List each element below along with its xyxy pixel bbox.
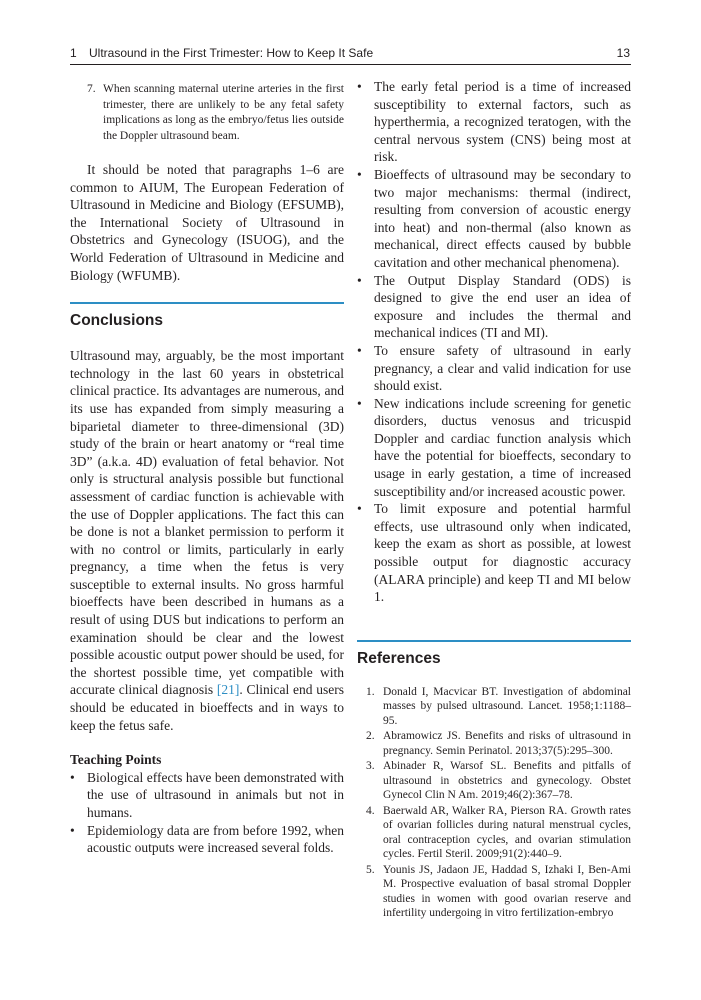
- list-item: [357, 78, 631, 166]
- bullet-icon: •: [70, 769, 75, 785]
- reference-text: Baerwald AR, Walker RA, Pierson RA. Growth rates of ovarian follicles during natural menstrual cycles, oral contraception cycles, and ovarian stimulation cycles. Fertil Steril. 2009;91(2):440–9.: [383, 804, 631, 861]
- conclusions-paragraph: [70, 347, 344, 734]
- list-item-text: The early fetal period is a time of increased susceptibility to external factors, such as hyperthermia, a recognized teratogen, with the central nervous system (CNS) being most at risk.: [374, 79, 631, 165]
- bullet-icon: •: [357, 342, 362, 358]
- key-points-list: [357, 78, 631, 606]
- reference-text: Younis JS, Jadaon JE, Haddad S, Izhaki I, Ben-Ami M. Prospective evaluation of basal stromal Doppler studies in women with good ovarian reserve and infertility undergoing in vitro fertilization-embryo: [383, 863, 631, 920]
- bullet-icon: •: [357, 395, 362, 411]
- chapter-number: 1: [70, 46, 77, 60]
- bullet-icon: •: [357, 272, 362, 288]
- list-item-text: To ensure safety of ultrasound in early pregnancy, a clear and valid indication for use should exist.: [374, 342, 631, 394]
- reference-item: [357, 804, 631, 862]
- list-item-text: The Output Display Standard (ODS) is designed to give the end user an idea of exposure and includes the thermal and mechanical indices (TI and MI).: [374, 272, 631, 341]
- list-item: [357, 342, 631, 395]
- reference-number: 1.: [366, 685, 375, 698]
- list-item-text: New indications include screening for genetic disorders, ductus venosus and tricuspid Doppler and cardiac function analysis which have the potential for bioeffects, secondary to usage in early gestation, a time of increased susceptibility and/or increased acoustic power.: [374, 395, 631, 499]
- list-item: [357, 395, 631, 501]
- citation-link[interactable]: [21]: [216, 682, 240, 698]
- section-rule: [357, 640, 631, 642]
- conclusions-heading: Conclusions: [70, 312, 164, 330]
- left-column: [70, 78, 344, 857]
- running-title: Ultrasound in the First Trimester: How to Keep It Safe: [89, 46, 374, 60]
- teaching-points-list: [70, 769, 344, 857]
- conclusions-text-end: . Clinical end users should be educated in bioeffects and in ways to keep the fetus safe.: [70, 682, 345, 733]
- reference-number: 3.: [366, 760, 375, 773]
- reference-number: 5.: [366, 863, 375, 876]
- bullet-icon: •: [357, 501, 362, 517]
- list-item-text: Epidemiology data are from before 1992, when acoustic outputs were increased several folds.: [87, 822, 344, 856]
- section-rule: [70, 302, 344, 304]
- reference-item: [357, 729, 631, 758]
- reference-text: Donald I, Macvicar BT. Investigation of abdominal masses by pulsed ultrasound. Lancet. 1958;1:1188–95.: [383, 685, 631, 727]
- bullet-icon: •: [357, 166, 362, 182]
- reference-number: 2.: [366, 730, 375, 743]
- list-item: [357, 166, 631, 272]
- list-item-text: To limit exposure and potential harmful effects, use ultrasound only when indicated, keep the exam as short as possible, at lowest possible output for diagnostic accuracy (ALARA principle) and keep TI and MI below 1.: [374, 501, 631, 605]
- page-number: 13: [616, 46, 630, 60]
- reference-item: [357, 863, 631, 921]
- item-text: When scanning maternal uterine arteries in the first trimester, there are unlikely to be any fetal safety implications as long as the embryo/fetus lies outside the Doppler ultrasound beam.: [103, 83, 344, 142]
- teaching-points-heading: Teaching Points: [70, 752, 162, 768]
- list-item-text: Biological effects have been demonstrated with the use of ultrasound in animals but not in humans.: [87, 769, 344, 820]
- reference-text: Abinader R, Warsof SL. Benefits and pitfalls of ultrasound in obstetrics and gynecology. Obstet Gynecol Clin N Am. 2019;46(2):367–78.: [383, 760, 631, 802]
- list-item: [357, 272, 631, 342]
- conclusions-text: Ultrasound may, arguably, be the most important technology in the last 60 years in obstetrical clinical practice. Its advantages are numerous, and its use has expanded from simply measuring a biparietal diameter to three-dimensional (3D) study of the brain or heart anatomy or “real time 3D” (a.k.a. 4D) evaluation of fetal behavior. Not only is structural analysis possible but functional assessment of cardiac function is achievable with the use of Doppler applications. The fact this can be done is not a blanket permission to perform it with no control or limits, particularly in early pregnancy, a time when the fetus is very susceptible to external insults. No gross harmful bioeffects have been described in humans as a result of using DUS but indications to perform an examination should be clear and the lowest possible acoustic output power should be used, for the shortest possible time, yet compatible with accurate clinical diagnosis: [70, 348, 344, 698]
- reference-text: Abramowicz JS. Benefits and risks of ultrasound in pregnancy. Semin Perinatol. 2013;37(5):295–300.: [383, 730, 631, 757]
- reference-item: [357, 685, 631, 729]
- bullet-icon: •: [70, 822, 75, 838]
- list-item: [357, 500, 631, 606]
- right-column: [357, 78, 631, 922]
- reference-list: [357, 685, 631, 921]
- list-item: [70, 822, 344, 857]
- list-item-text: Bioeffects of ultrasound may be secondary to two major mechanisms: thermal (indirect, resulting from conversion of acoustic energy into heat) and non-thermal (also known as mechanical, direct effects caused by bubble cavitation and other mechanical phenomena).: [374, 166, 631, 270]
- bullet-icon: •: [357, 79, 362, 94]
- item-number: 7.: [87, 83, 96, 95]
- references-heading: References: [357, 649, 441, 667]
- header-rule: [70, 64, 631, 65]
- reference-number: 4.: [366, 804, 375, 817]
- reference-item: [357, 759, 631, 803]
- list-item: [70, 769, 344, 822]
- body-paragraph: It should be noted that paragraphs 1–6 are common to AIUM, The European Federation of Ultrasound in Medicine and Biology (EFSUMB), the International Society of Ultrasound in Obstetrics and Gynecology (ISUOG), and the World Federation of Ultrasound in Medicine and Biology (WFUMB).: [70, 162, 344, 283]
- list-item-7: [87, 82, 344, 144]
